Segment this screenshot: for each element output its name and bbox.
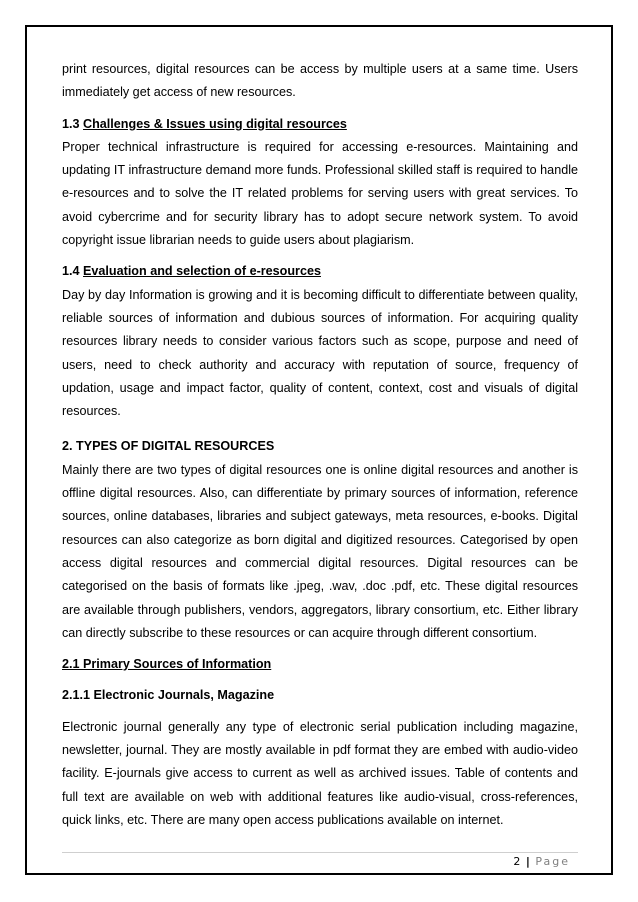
page-footer — [513, 855, 570, 868]
heading-1-3-title: Challenges & Issues using digital resources — [83, 116, 347, 131]
page-label: Page — [535, 855, 570, 868]
heading-2: 2. TYPES OF DIGITAL RESOURCES — [62, 439, 275, 454]
footer-separator: | — [525, 855, 531, 868]
section-1-4-body: Day by day Information is growing and it is becoming difficult to differentiate between quality, reliable sources of information and dubious sources of information. For acquiring quality resources library needs to consider various factors such as scope, purpose and need of users, need to check authority and accuracy with reputation of source, frequency of updation, usage and impact factor, quality of content, context, cost and visuals of digital resources. — [62, 287, 578, 419]
footer-divider — [62, 852, 578, 853]
heading-1-3 — [62, 113, 578, 136]
heading-1-4-title: Evaluation and selection of e-resources — [83, 264, 321, 279]
heading-2-1: 2.1 Primary Sources of Information — [62, 657, 272, 672]
heading-1-4 — [62, 260, 578, 283]
document-body — [62, 58, 578, 832]
heading-1-4-number: 1.4 — [62, 264, 84, 279]
heading-1-3-number: 1.3 — [62, 116, 84, 131]
page-number: 2 — [513, 855, 522, 868]
section-2-body: Mainly there are two types of digital resources one is online digital resources and another is offline digital resources. Also, can differentiate by primary sources of information, reference sources, online databases, libraries and subject gateways, meta resources, e-books. Digital resources can also categorize as born digital and digitized resources. Categorised by open access digital resources and commercial digital resources. Digital resources can be categorised on the basis of formats like .jpeg, .wav, .doc .pdf, etc. These digital resources are available through publishers, vendors, aggregators, library consortium, etc. Either library can directly subscribe to these resources or can acquire through different consortium. — [62, 462, 578, 640]
intro-paragraph: print resources, digital resources can be access by multiple users at a same time. Users immediately get access of new resources. — [62, 62, 578, 100]
heading-2-1-1: 2.1.1 Electronic Journals, Magazine — [62, 688, 275, 703]
section-1-3-body: Proper technical infrastructure is required for accessing e-resources. Maintaining and updating IT infrastructure demand more funds. Professional skilled staff is required to handle e-resources and to solve the IT related problems for serving users with great services. To avoid cybercrime and for security library has to adopt secure network system. To avoid copyright issue librarian needs to guide users about plagiarism. — [62, 139, 578, 248]
section-2-1-1-body: Electronic journal generally any type of electronic serial publication including magazine, newsletter, journal. They are mostly available in pdf format they are embed with audio-video facility. E-journals give access to current as well as archived issues. Table of contents and full text are available on web with additional features like audio-visual, cross-references, quick links, etc. There are many open access publications available on internet. — [62, 719, 578, 827]
